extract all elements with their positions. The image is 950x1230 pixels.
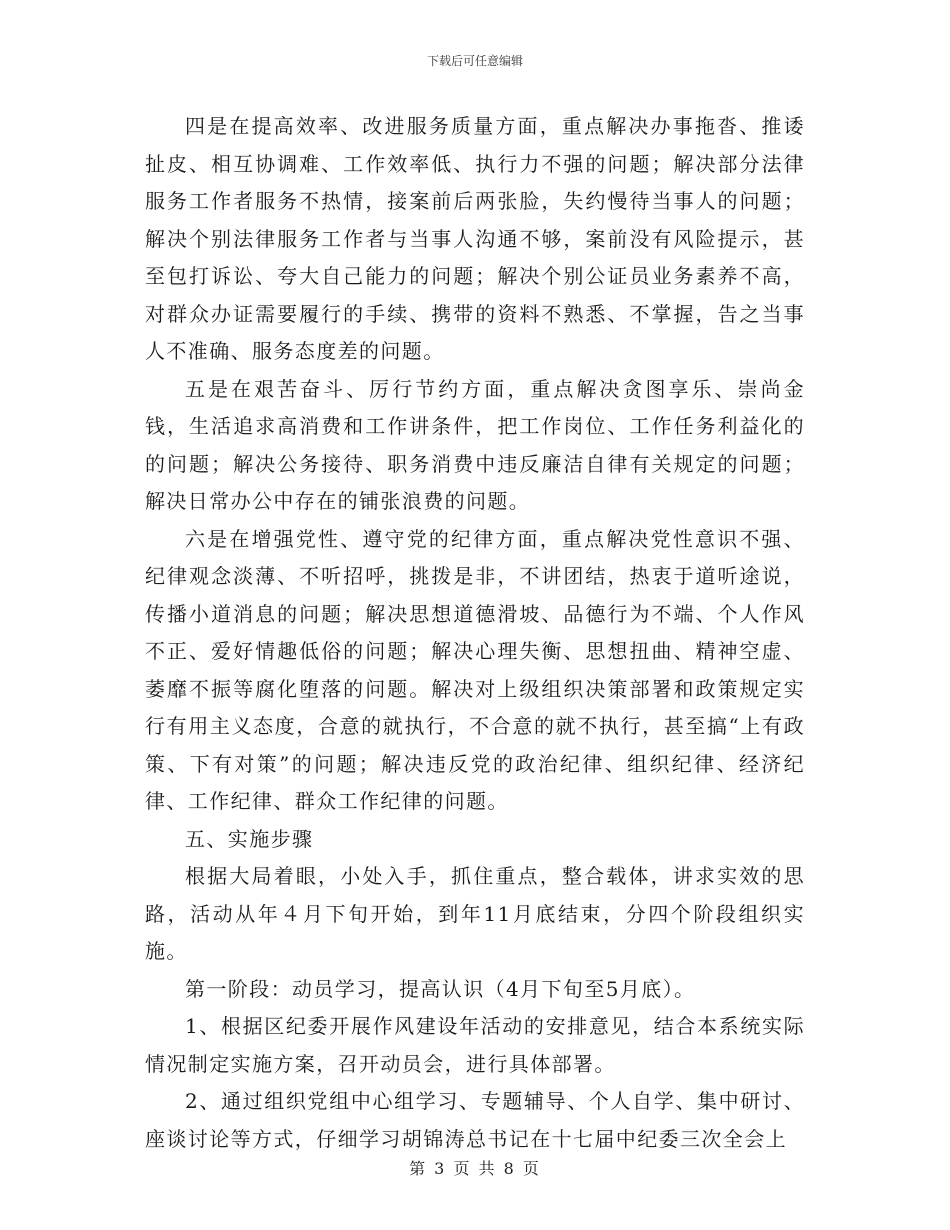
paragraph-party-discipline: 六是在增强党性、遵守党的纪律方面，重点解决党性意识不强、纪律观念淡薄、不听招呼，挑拨是非，不讲团结，热衷于道听途说，传播小道消息的问题；解决思想道德滑坡、品德行为不端、个人作风不正、爱好情趣低俗的问题；解决心理失衡、思想扭曲、精神空虚、萎靡不振等腐化堕落的问题。解决对上级组织决策部署和政策规定实行有用主义态度，合意的就执行，不合意的就不执行，甚至搞“上有政策、下有对策”的问题；解决违反党的政治纪律、组织纪律、经济纪律、工作纪律、群众工作纪律的问题。 — [145, 526, 805, 813]
page-header: 下载后可任意编辑 — [426, 54, 523, 68]
section-heading-steps: 五、实施步骤 — [185, 826, 314, 851]
paragraph-approach: 根据大局着眼，小处入手，抓住重点，整合载体，讲求实效的思路，活动从年４月下旬开始，到年11月底结束，分四个阶段组织实施。 — [145, 864, 805, 963]
document-body — [145, 108, 805, 1158]
page-footer: 第 3 页 共 8 页 — [409, 1159, 541, 1178]
paragraph-phase-one: 第一阶段：动员学习，提高认识（4月下旬至5月底）。 — [185, 976, 696, 1001]
list-item-1: 1、根据区纪委开展作风建设年活动的安排意见，结合本系统实际情况制定实施方案，召开动员会，进行具体部署。 — [145, 1014, 805, 1076]
paragraph-efficiency: 四是在提高效率、改进服务质量方面，重点解决办事拖沓、推诿扯皮、相互协调难、工作效率低、执行力不强的问题；解决部分法律服务工作者服务不热情，接案前后两张脸，失约慢待当事人的问题；解决个别法律服务工作者与当事人沟通不够，案前没有风险提示，甚至包打诉讼、夸大自己能力的问题；解决个别公证员业务素养不高，对群众办证需要履行的手续、携带的资料不熟悉、不掌握，告之当事人不准确、服务态度差的问题。 — [145, 114, 805, 363]
list-item-2: 2、通过组织党组中心组学习、专题辅导、个人自学、集中研讨、座谈讨论等方式，仔细学习胡锦涛总书记在十七届中纪委三次全会上 — [145, 1089, 805, 1151]
paragraph-frugality: 五是在艰苦奋斗、厉行节约方面，重点解决贪图享乐、崇尚金钱，生活追求高消费和工作讲条件，把工作岗位、工作任务利益化的的问题；解决公务接待、职务消费中违反廉洁自律有关规定的问题；解决日常办公中存在的铺张浪费的问题。 — [145, 376, 805, 513]
